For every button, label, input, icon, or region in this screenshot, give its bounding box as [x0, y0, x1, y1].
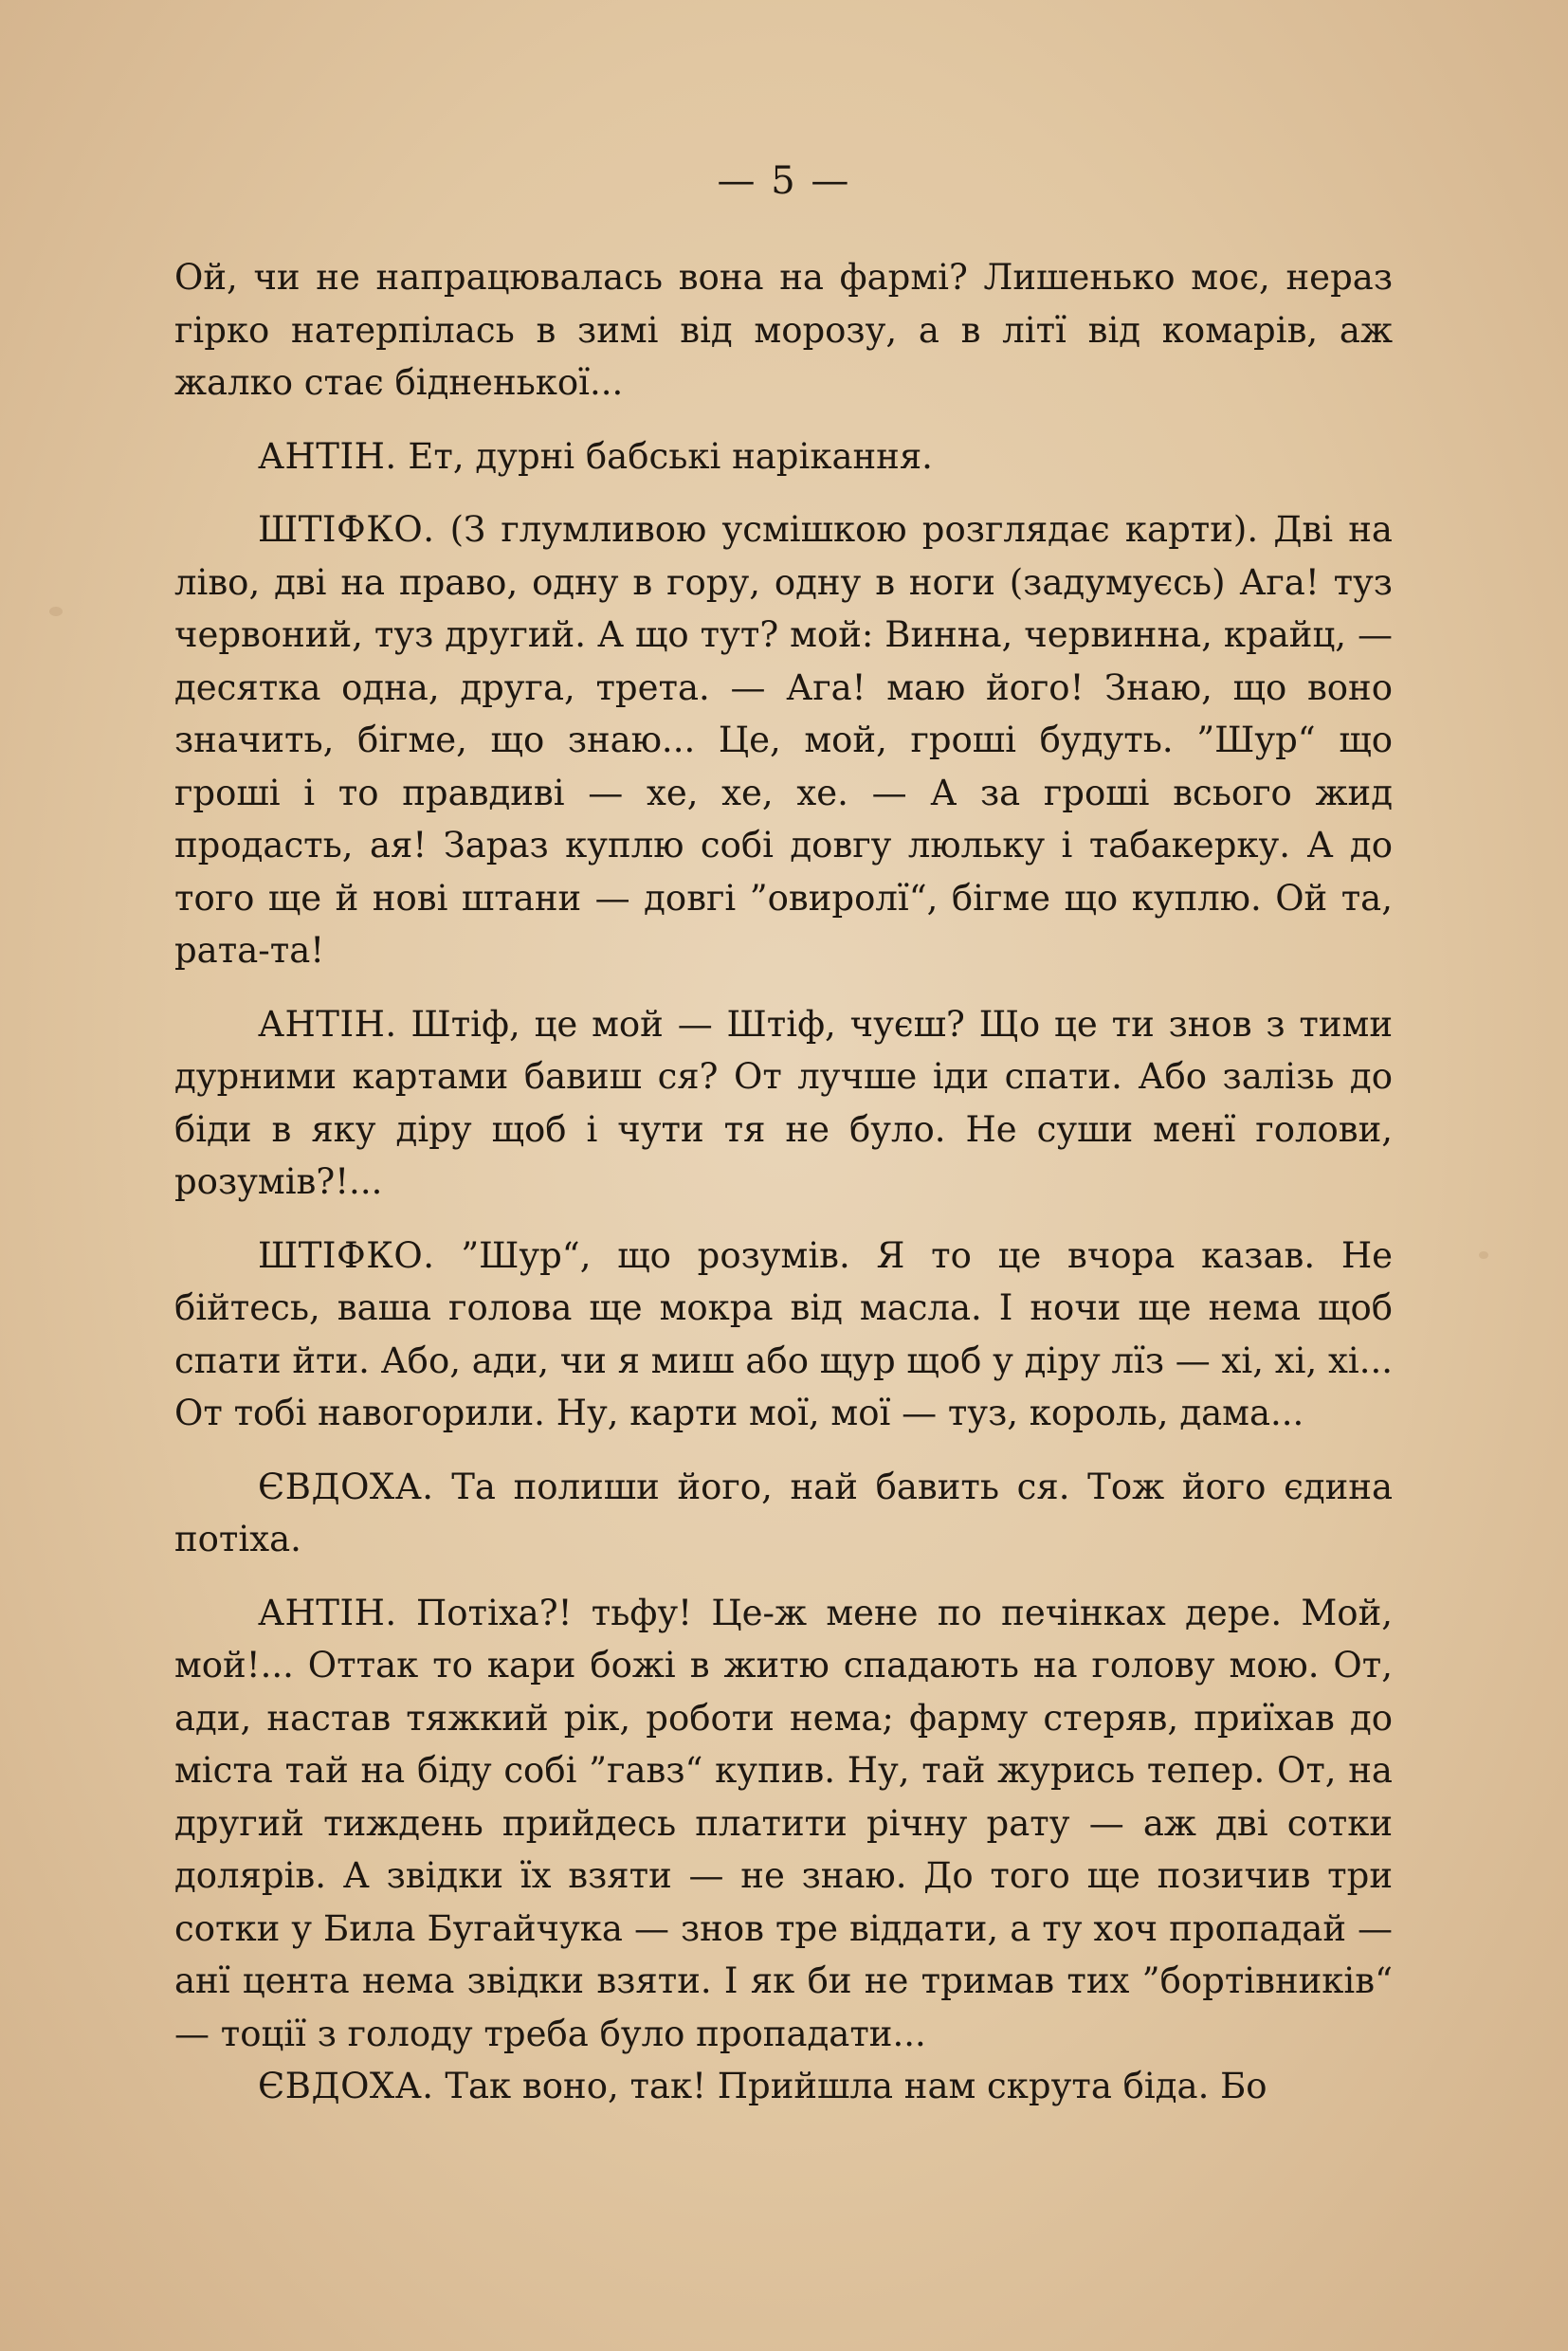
- dialogue-text: Штіф, це мой — Штіф, чуєш? Що це ти знов з тими дурними картами бавиш ся? От лучше іди спати. Або залізь до біди в яку діру щоб і чути тя не було. Не суши менї голови, розумів?!...: [174, 1003, 1393, 1202]
- dialogue-text: ”Шур“, що розумів. Я то це вчора казав. Не бійтесь, ваша голова ще мокра від масла. І ночи ще нема щоб спати йти. Або, ади, чи я миш або щур щоб у діру лїз — хі, хі, хі... От тобі навогорили. Ну, карти мої, мої — туз, король, дама...: [174, 1234, 1393, 1433]
- speaker-name: ШТІФКО.: [258, 1234, 435, 1276]
- speaker-name: ШТІФКО.: [258, 509, 435, 550]
- paper-stain: [49, 607, 63, 616]
- dialogue-text: (З глумливою усмішкою розглядає карти). Дві на ліво, дві на право, одну в гору, одну в ноги (задумуєсь) Ага! туз червоний, туз другий. А що тут? мой: Винна, червинна, крайц, — десятка одна, друга, трета. — Ага! маю його! Знаю, що воно значить, бігме, що знаю... Це, мой, гроші будуть. ”Шур“ що гроші і то правдиві — хе, хе, хе. — А за гроші всього жид продасть, ая! Зараз куплю собі довгу люльку і табакерку. А до того ще й нові штани — довгі ”овиролї“, бігме що куплю. Ой та, рата-та!: [174, 509, 1393, 971]
- dialogue-line: [174, 1230, 1393, 1440]
- page-number: — 5 —: [717, 159, 851, 203]
- dialogue-text: Та полиши його, най бавить ся. Тож його єдина потіха.: [174, 1466, 1394, 1559]
- dialogue-text: Ет, дурні бабські нарікання.: [408, 435, 933, 477]
- dialogue-line: [174, 2060, 1393, 2113]
- paragraph: [174, 251, 1393, 410]
- speaker-name: ЄВДОХА.: [258, 1466, 434, 1507]
- speaker-name: АНТІН.: [258, 1592, 397, 1633]
- page-body: [174, 251, 1393, 2134]
- paper-stain: [1479, 1251, 1488, 1259]
- dialogue-text: Потіха?! тьфу! Це-ж мене по печінках дере. Мой, мой!... Оттак то кари божі в житю спадають на голову мою. От, ади, настав тяжкий рік, роботи нема; фарму стеряв, приїхав до міста тай на біду собі ”гавз“ купив. Ну, тай журись тепер. От, на другий тиждень прийдесь платити річну рату — аж дві сотки долярів. А звідки їх взяти — не знаю. До того ще позичив три сотки у Била Бугайчука — знов тре віддати, а ту хоч пропадай — анї цента нема звідки взяти. І як би не тримав тих ”бортівників“ — тоції з голоду треба було пропадати...: [174, 1592, 1394, 2054]
- speaker-name: АНТІН.: [258, 1003, 397, 1045]
- dialogue-line: [174, 998, 1393, 1209]
- dialogue-text: Так воно, так! Прийшла нам скрута біда. Бо: [445, 2066, 1267, 2106]
- dialogue-line: [174, 1587, 1393, 2061]
- dialogue-line: [174, 1461, 1393, 1566]
- dialogue-line: [174, 430, 1393, 483]
- speaker-name: АНТІН.: [258, 435, 397, 477]
- dialogue-line: [174, 503, 1393, 977]
- speaker-name: ЄВДОХА.: [258, 2066, 434, 2106]
- paragraph-text: Ой, чи не напрацювалась вона на фармі? Лишенько моє, нераз гірко натерпілась в зимі від морозу, а в літї від комарів, аж жалко стає бідненької...: [174, 257, 1393, 403]
